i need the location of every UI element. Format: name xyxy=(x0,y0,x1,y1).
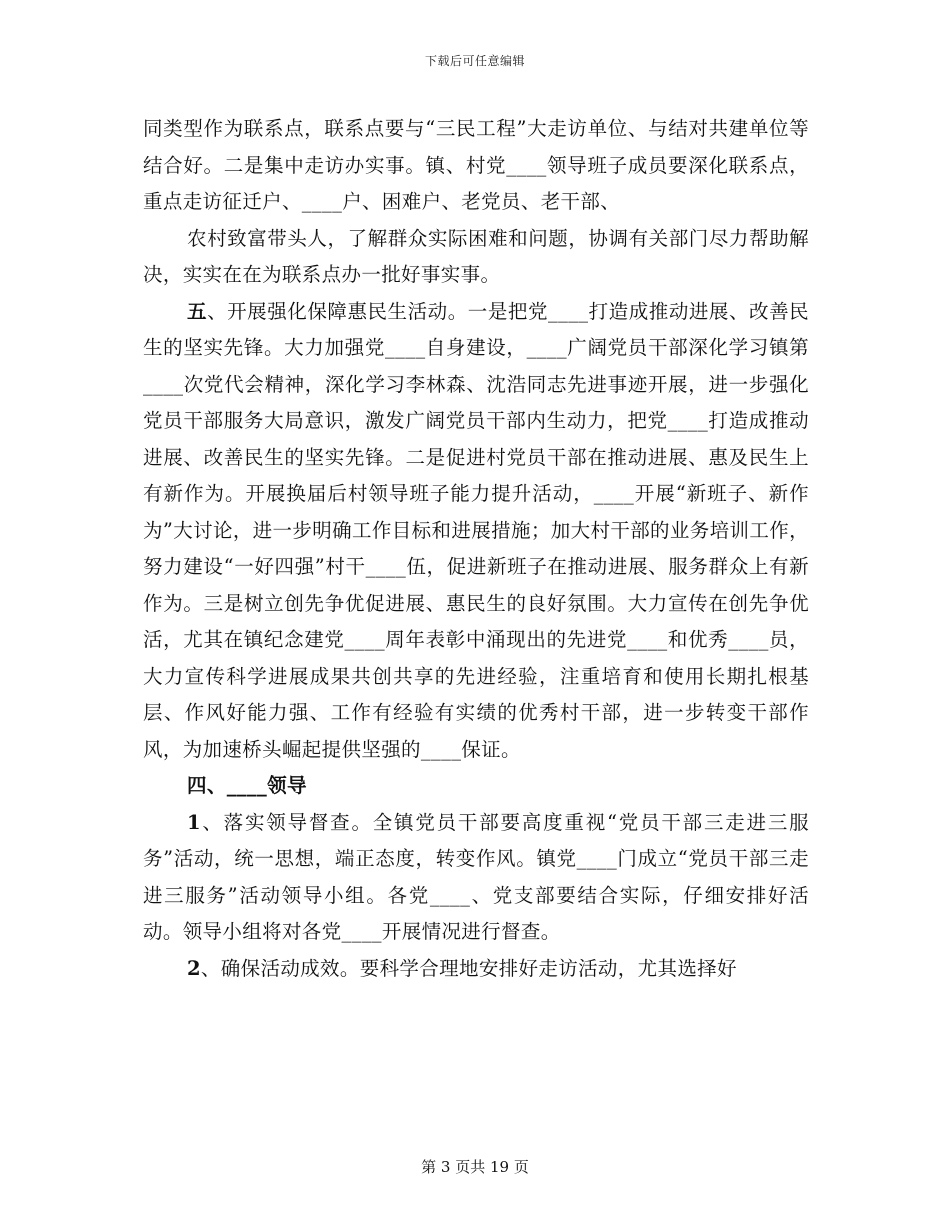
page-footer: 第 3 页共 19 页 xyxy=(421,1158,529,1176)
paragraph xyxy=(143,294,809,769)
paragraph xyxy=(143,951,809,988)
paragraph: 同类型作为联系点，联系点要与“三民工程”大走访单位、与结对共建单位等结合好。二是集中走访办实事。镇、村党____领导班子成员要深化联系点，重点走访征迁户、____户、困难户、老党员、老干部、 xyxy=(143,117,809,213)
item-number: 2 xyxy=(187,956,201,980)
section-heading: 四、____领导 xyxy=(187,774,307,797)
document-body xyxy=(143,111,809,987)
item-number: 1 xyxy=(187,810,201,834)
paragraph: 农村致富带头人，了解群众实际困难和问题，协调有关部门尽力帮助解决，实实在在为联系点办一批好事实事。 xyxy=(143,226,809,286)
paragraph-text: 、确保活动成效。要科学合理地安排好走访活动，尤其选择好 xyxy=(200,956,737,980)
page-header: 下载后可任意编辑 xyxy=(424,54,525,68)
paragraph xyxy=(143,805,809,951)
paragraph-text: 、开展强化保障惠民生活动。一是把党____打造成推动进展、改善民生的坚实先锋。大力加强党____自身建设，____广阔党员干部深化学习镇第____次党代会精神，深化学习李林森、沈浩同志先进事迹开展，进一步强化党员干部服务大局意识，激发广阔党员干部内生动力，把党____打造成推动进展、改善民生的坚实先锋。二是促进村党员干部在推动进展、惠及民生上有新作为。开展换届后村领导班子能力提升活动，____开展“新班子、新作为”大讨论，进一步明确工作目标和进展措施；加大村干部的业务培训工作，努力建设“一好四强”村干____伍，促进新班子在推动进展、服务群众上有新作为。三是树立创先争优促进展、惠民生的良好氛围。大力宣传在创先争优活，尤其在镇纪念建党____周年表彰中涌现出的先进党____和优秀____员，大力宣传科学进展成果共创共享的先进经验，注重培育和使用长期扎根基层、作风好能力强、工作有经验有实绩的优秀村干部，进一步转变干部作风，为加速桥头崛起提供坚强的____保证。 xyxy=(143,299,809,761)
section-number: 五 xyxy=(187,299,208,323)
paragraph-text: 、落实领导督查。全镇党员干部要高度重视“党员干部三走进三服务”活动，统一思想，端正态度，转变作风。镇党____门成立“党员干部三走进三服务”活动领导小组。各党____、党支部要结合实际，仔细安排好活动。领导小组将对各党____开展情况进行督查。 xyxy=(143,810,809,943)
